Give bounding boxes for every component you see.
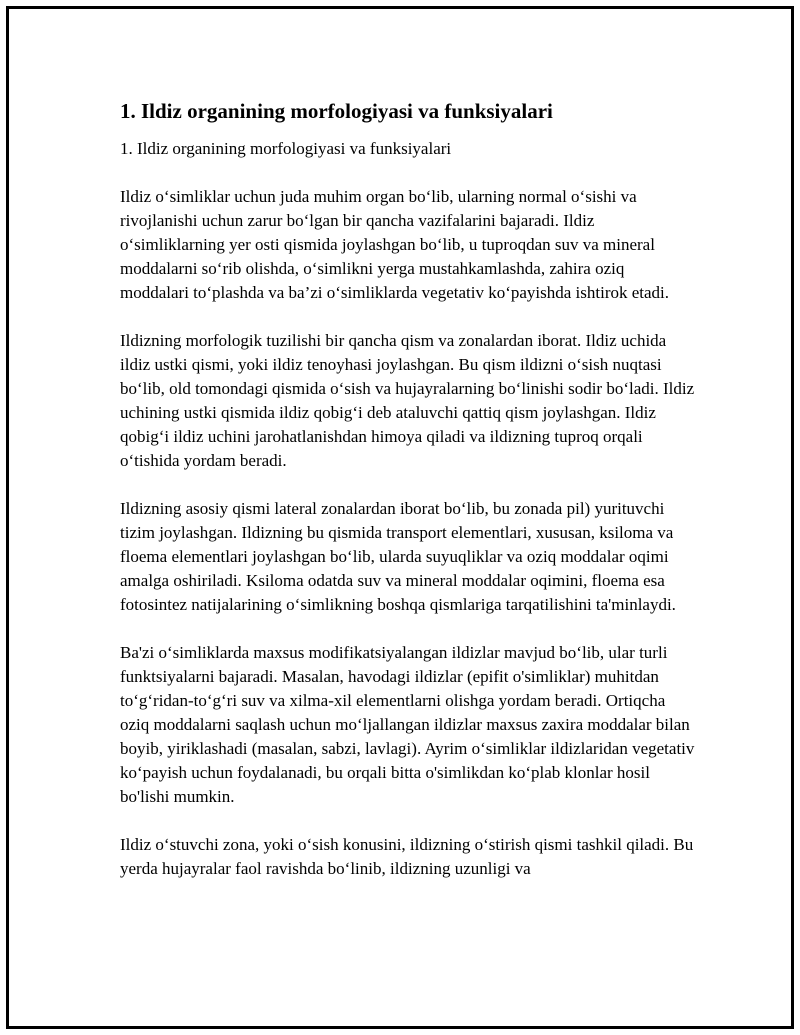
paragraph-5: Ildiz o‘stuvchi zona, yoki o‘sish konusini, ildizning o‘stirish qismi tashkil qiladi. Bu yerda hujayralar faol ravishda bo‘linib, ildizning uzunligi va <box>120 835 694 878</box>
page-title: 1. Ildiz organining morfologiyasi va funksiyalari <box>120 99 553 123</box>
paragraph-4: Ba'zi o‘simliklarda maxsus modifikatsiyalangan ildizlar mavjud bo‘lib, ular turli funktsiyalarni bajaradi. Masalan, havodagi ildizlar (epifit o'simliklar) muhitdan to‘g‘ridan-to‘g‘ri suv va xilma-xil elementlarni olishga yordam beradi. Ortiqcha oziq moddalarni saqlash uchun mo‘ljallangan ildizlar maxsus zaxira moddalar bilan boyib, yiriklashadi (masalan, sabzi, lavlagi). Ayrim o‘simliklar ildizlaridan vegetativ ko‘payish uchun foydalanadi, bu orqali bitta o'simlikdan ko‘plab klonlar hosil bo'lishi mumkin. <box>120 643 695 806</box>
paragraph-3: Ildizning asosiy qismi lateral zonalardan iborat bo‘lib, bu zonada pil) yurituvchi tizim joylashgan. Ildizning bu qismida transport elementlari, xususan, ksiloma va floema elementlari joylashgan bo‘lib, ularda suyuqliklar va oziq moddalar oqimi amalga oshiriladi. Ksiloma odatda suv va mineral moddalar oqimini, floema esa fotosintez natijalarining o‘simlikning boshqa qismlariga tarqatilishini ta'minlaydi. <box>120 499 676 614</box>
paragraph-1: Ildiz o‘simliklar uchun juda muhim organ bo‘lib, ularning normal o‘sishi va rivojlanishi uchun zarur bo‘lgan bir qancha vazifalarini bajaradi. Ildiz o‘simliklarning yer osti qismida joylashgan bo‘lib, u tuproqdan suv va mineral moddalarni so‘rib olishda, o‘simlikni yerga mustahkamlashda, zahira oziq moddalari to‘plashda va ba’zi o‘simliklarda vegetativ ko‘payishda ishtirok etadi. <box>120 187 670 302</box>
paragraph-2: Ildizning morfologik tuzilishi bir qancha qism va zonalardan iborat. Ildiz uchida ildiz ustki qismi, yoki ildiz tenoyhasi joylashgan. Bu qism ildizni o‘sish nuqtasi bo‘lib, old tomondagi qismida o‘sish va hujayralarning bo‘linishi sodir bo‘ladi. Ildiz uchining ustki qismida ildiz qobig‘i deb ataluvchi qattiq qism joylashgan. Ildiz qobig‘i ildiz uchini jarohatlanishdan himoya qiladi va ildizning tuproq orqali o‘tishida yordam beradi. <box>120 331 695 470</box>
document-page <box>6 6 794 1029</box>
document-content <box>120 96 695 905</box>
section-subtitle: 1. Ildiz organining morfologiyasi va funksiyalari <box>120 139 452 158</box>
